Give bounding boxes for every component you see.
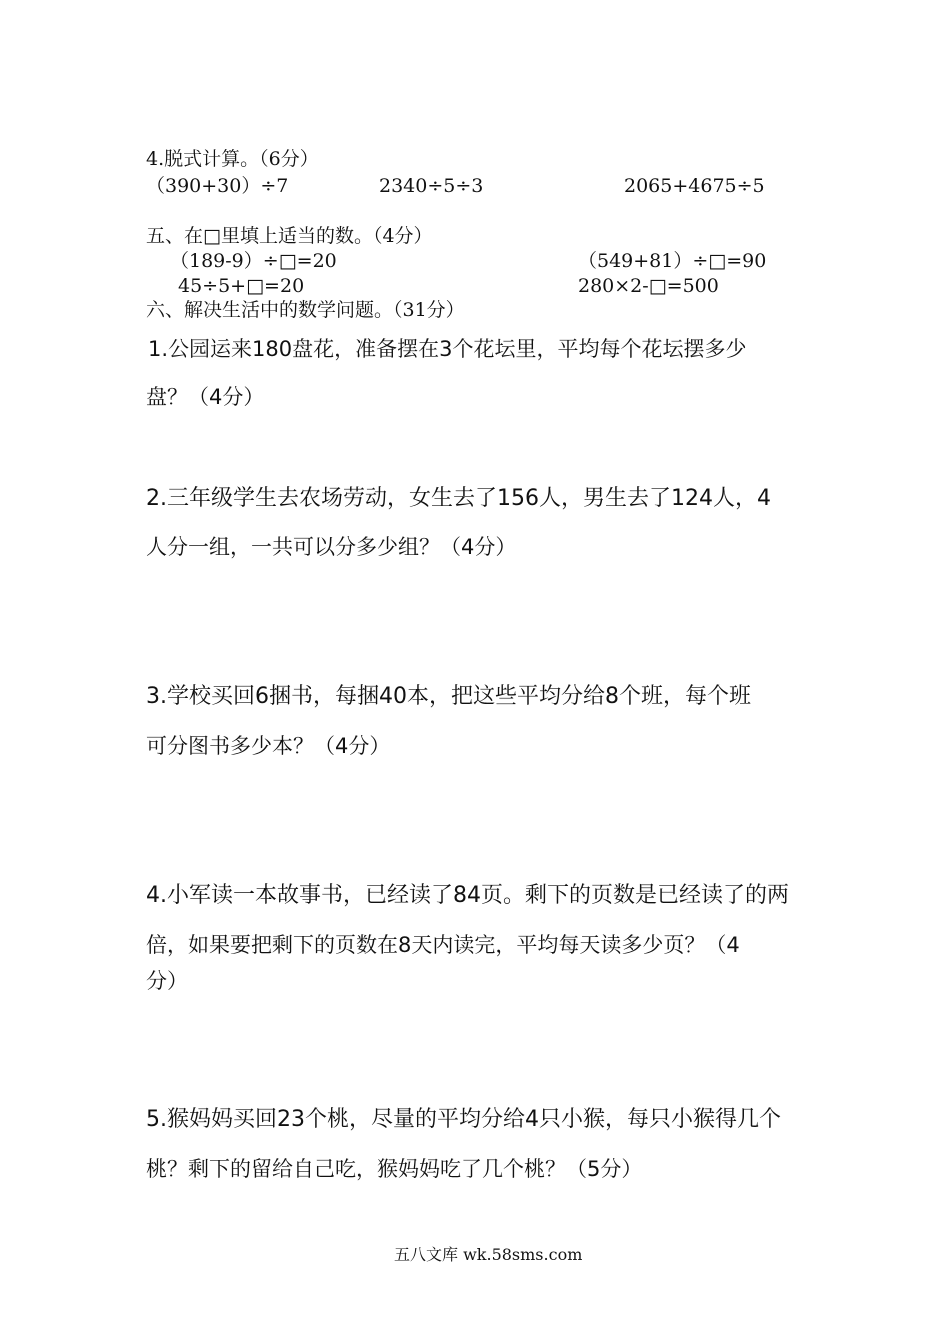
section6-title: 六、解决生活中的数学问题。（31分） <box>146 299 465 321</box>
section5-title: 五、在□里填上适当的数。（4分） <box>146 225 433 247</box>
question4-line3: 分） <box>146 969 188 993</box>
question3-line1: 3.学校买回6捆书，每捆40本，把这些平均分给8个班，每个班 <box>146 684 751 709</box>
question1-line1: 1.公园运来180盘花，准备摆在3个花坛里，平均每个花坛摆多少 <box>148 337 747 361</box>
question2-line1: 2.三年级学生去农场劳动，女生去了156人，男生去了124人，4 <box>146 486 771 511</box>
section4-expr2: 2340÷5÷3 <box>379 175 484 197</box>
question4-line1: 4.小军读一本故事书，已经读了84页。剩下的页数是已经读了的两 <box>146 883 789 908</box>
section5-eq3: 45÷5+□=20 <box>178 275 305 297</box>
question5-line2: 桃？剩下的留给自己吃，猴妈妈吃了几个桃？（5分） <box>146 1157 643 1181</box>
section4-title: 4.脱式计算。（6分） <box>146 148 319 170</box>
section4-expr1: （390+30）÷7 <box>146 175 289 197</box>
question1-line2: 盘？（4分） <box>146 385 265 409</box>
question5-line1: 5.猴妈妈买回23个桃，尽量的平均分给4只小猴，每只小猴得几个 <box>146 1107 781 1132</box>
section5-eq4: 280×2-□=500 <box>578 275 719 297</box>
question4-line2: 倍，如果要把剩下的页数在8天内读完，平均每天读多少页？（4 <box>146 933 740 957</box>
section5-eq2: （549+81）÷□=90 <box>578 250 767 272</box>
section4-expr3: 2065+4675÷5 <box>624 175 765 197</box>
question3-line2: 可分图书多少本？（4分） <box>146 734 391 758</box>
question2-line2: 人分一组，一共可以分多少组？（4分） <box>146 535 517 559</box>
section5-eq1: （189-9）÷□=20 <box>170 250 337 272</box>
page-footer: 五八文库 wk.58sms.com <box>394 1245 583 1264</box>
